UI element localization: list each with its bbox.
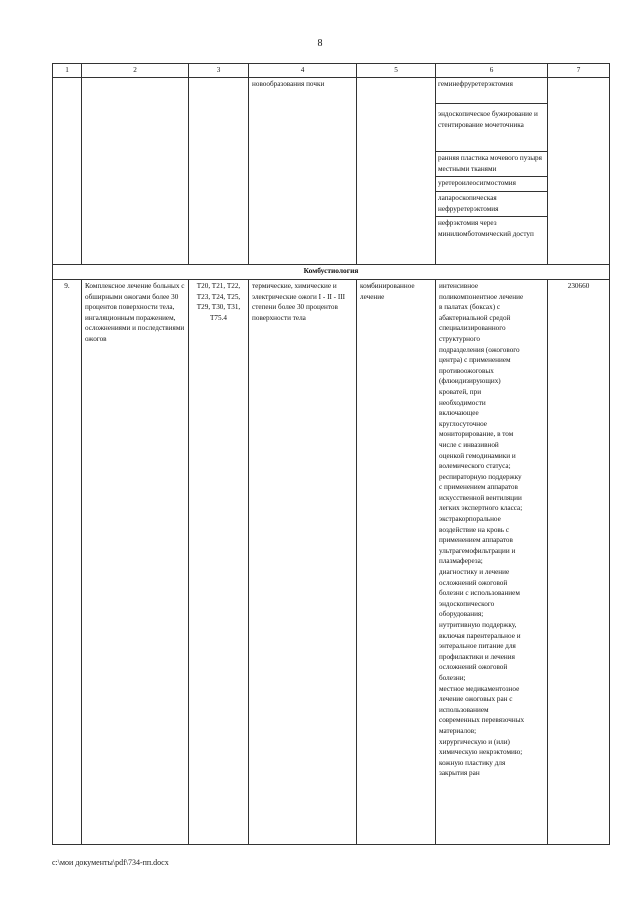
method-line: осложнений ожоговой xyxy=(439,663,508,672)
method-line: мониторирование, в том xyxy=(439,430,514,439)
cell-num xyxy=(53,78,82,265)
method-item: ранняя пластика мочевого пузыря местными тканями xyxy=(436,152,547,177)
method-line: современных перевязочных xyxy=(439,716,525,725)
method-line: диагностику и лечение xyxy=(439,568,510,577)
care-type-name: Комплексное лечение больных с обширными ожогами более 30 процентов поверхности тела, ингаляционным поражением, осложнениями и последствиями ожогов xyxy=(82,280,189,845)
method-line: оценкой гемодинамики и xyxy=(439,451,516,460)
cell-patient-model: новообразования почки xyxy=(249,78,357,265)
method-line: воздействие на кровь с xyxy=(439,525,510,534)
header-cell: 5 xyxy=(357,64,436,78)
method-line: плазмафереза; xyxy=(439,557,483,566)
method-line: оборудования; xyxy=(439,610,484,619)
table-row xyxy=(53,280,610,845)
method-line: лечение ожоговых ран с xyxy=(439,695,513,704)
cell-codes xyxy=(189,78,249,265)
method-line: энтеральное питание для xyxy=(439,642,516,651)
cell-treatment-type xyxy=(357,78,436,265)
method-item: нефрэктомия через минилюмботомический доступ xyxy=(438,219,534,238)
method-line: хирургическую и (или) xyxy=(439,737,510,746)
method-lines xyxy=(439,281,544,779)
method-line: закрытия ран xyxy=(439,769,480,778)
header-cell: 2 xyxy=(82,64,189,78)
method-line: использованием xyxy=(439,705,489,714)
method-line: абактериальной средой xyxy=(439,313,511,322)
method-line: числе с инвазивной xyxy=(439,440,499,449)
method-line: центра) с применением xyxy=(439,356,511,365)
treatment-method xyxy=(436,280,548,845)
method-line: болезни с использованием xyxy=(439,589,520,598)
icd-codes: T20, T21, T22, T23, T24, T25, T29, T30, T31, T75.4 xyxy=(189,280,249,845)
method-line: круглосуточное xyxy=(439,419,488,428)
method-line: химическую некрэктомию; xyxy=(439,748,523,757)
method-line: (флюидизирующих) xyxy=(439,377,501,386)
method-line: нутритивную поддержку, xyxy=(439,621,517,629)
method-item: лапароскопическая нефруретерэктомия xyxy=(436,192,547,217)
method-line: включающее xyxy=(439,409,479,418)
section-title: Комбустиология xyxy=(53,265,610,280)
care-types-table xyxy=(52,63,610,845)
page-number: 8 xyxy=(317,38,323,49)
method-line: профилактики и лечения xyxy=(439,652,515,661)
header-cell: 4 xyxy=(249,64,357,78)
method-line: эндоскопического xyxy=(439,599,495,608)
cell-name xyxy=(82,78,189,265)
method-line: включая парентеральное и xyxy=(439,631,521,640)
method-line: интенсивное xyxy=(439,282,479,290)
cell-cost xyxy=(548,78,610,265)
cell-method-list xyxy=(436,78,548,265)
method-line: волемического статуса; xyxy=(439,462,511,471)
treatment-type: комбинированное лечение xyxy=(357,280,436,845)
continued-row xyxy=(53,78,610,265)
standard-cost: 230660 xyxy=(548,280,610,845)
method-line: противоожоговых xyxy=(439,366,494,375)
header-row xyxy=(53,64,610,78)
patient-model: термические, химические и электрические ожоги I - II - III степени более 30 процентов поверхности тела xyxy=(249,280,357,845)
footer-file-path: c:\мои документы\pdf\734-пп.docx xyxy=(52,858,169,867)
method-item: геминефруретерэктомия xyxy=(436,78,547,104)
method-line: болезни; xyxy=(439,673,466,682)
method-item: эндоскопическое бужирование и стентирование мочеточника xyxy=(436,104,547,152)
header-cell: 1 xyxy=(53,64,82,78)
method-line: респираторную поддержку xyxy=(439,472,522,481)
header-cell: 6 xyxy=(436,64,548,78)
method-line: применением аппаратов xyxy=(439,536,513,545)
header-cell: 7 xyxy=(548,64,610,78)
section-row xyxy=(53,265,610,280)
method-line: искусственной вентиляции xyxy=(439,493,522,502)
method-line: с применением аппаратов xyxy=(439,483,518,492)
method-line: поликомпонентное лечение xyxy=(439,292,524,301)
method-item: уретероилеосигмостомия xyxy=(436,177,547,192)
method-line: в палатах (боксах) с xyxy=(439,303,501,312)
method-line: кожную пластику для xyxy=(439,758,506,767)
method-line: экстракорпоральное xyxy=(439,515,501,524)
method-line: специализированного xyxy=(439,324,506,333)
method-line: материалов; xyxy=(439,726,477,735)
method-line: структурного xyxy=(439,334,480,343)
method-line: необходимости xyxy=(439,398,486,407)
method-line: кроватей, при xyxy=(439,387,482,396)
method-line: легких экспертного класса; xyxy=(439,504,523,513)
method-line: подразделения (ожогового xyxy=(439,345,520,354)
header-cell: 3 xyxy=(189,64,249,78)
method-line: осложнений ожоговой xyxy=(439,578,508,587)
method-line: ультрагемофильтрации и xyxy=(439,546,516,555)
method-line: местное медикаментозное xyxy=(439,684,520,693)
row-number: 9. xyxy=(53,280,82,845)
